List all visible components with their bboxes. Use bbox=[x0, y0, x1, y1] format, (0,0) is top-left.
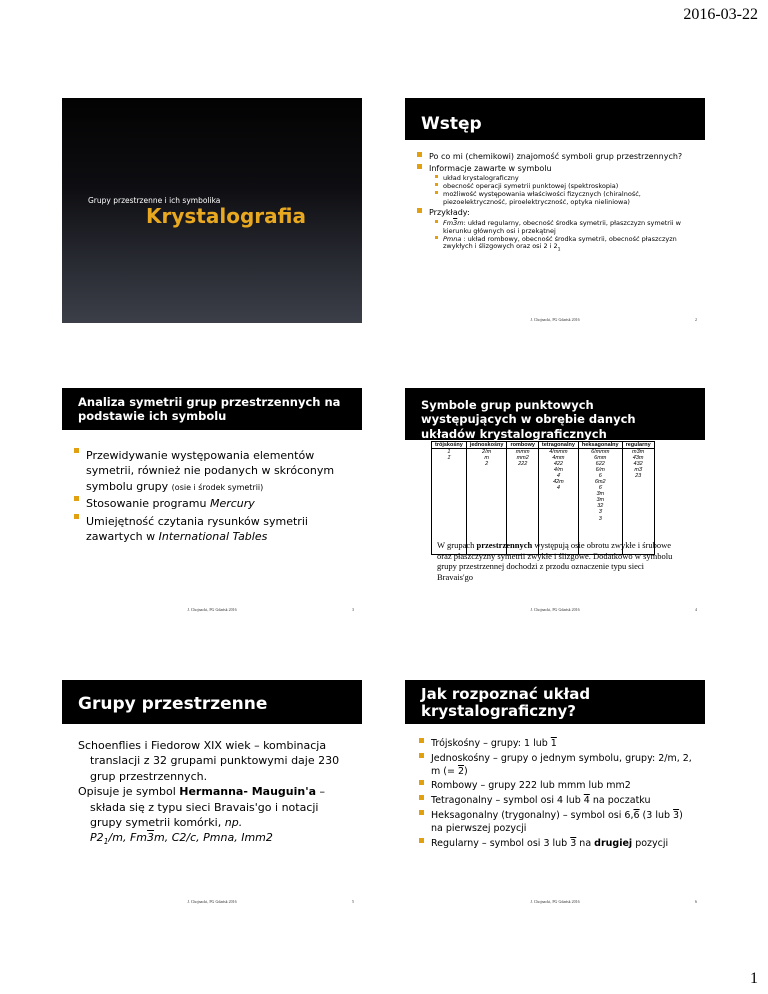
note-a: W grupach bbox=[437, 540, 477, 550]
point-group-symbol: 4̄ bbox=[556, 473, 560, 480]
slide-6-line-2 bbox=[419, 753, 697, 779]
slide-3-bullet-2 bbox=[74, 496, 348, 511]
ex2-text: : układ rombowy, obecność środka symetrii, obecność płaszczyzn zwykłych i ślizgowych oraz osi 2 i 2 bbox=[443, 234, 677, 251]
slide-2-bullet-2 bbox=[417, 164, 695, 207]
slide-2-title-text: Wstęp bbox=[421, 114, 482, 134]
footer-text: J. Chojnacki, PG Gdańsk 2016 bbox=[187, 899, 237, 904]
point-group-symbol: 4 bbox=[556, 485, 560, 492]
table-header: rombowy bbox=[507, 442, 538, 449]
note-b: przestrzennych bbox=[476, 540, 533, 550]
slide-6 bbox=[405, 680, 705, 905]
slide-6-body bbox=[419, 738, 697, 853]
point-group-symbol: 6̄m2 bbox=[594, 479, 606, 486]
slide-2-sub-2: obecność operacji symetrii punktowej (spektroskopia) bbox=[435, 183, 695, 191]
slide-6-line-6 bbox=[419, 838, 697, 851]
slide-3-bullet-2-em: Mercury bbox=[209, 497, 255, 511]
slide-4-note bbox=[437, 540, 677, 583]
slide-1-title: Krystalografia bbox=[146, 204, 306, 228]
table-cell bbox=[466, 449, 507, 555]
l5-c: ) na pierwszej pozycji bbox=[431, 810, 683, 834]
slide-number: 5 bbox=[352, 899, 354, 904]
l1-a: Trójskośny – grupy: 1 lub bbox=[431, 738, 551, 749]
slide-3-bullet-3 bbox=[74, 514, 348, 545]
slide-number: 6 bbox=[695, 899, 697, 904]
slide-2-example-2 bbox=[435, 236, 695, 254]
slide-3-bullet-1 bbox=[74, 448, 348, 494]
l1-bar: 1 bbox=[550, 738, 557, 749]
table-header: tetragonalny bbox=[538, 442, 578, 449]
slide-5-examples bbox=[78, 830, 348, 848]
ex2-sym: Pmna bbox=[443, 234, 462, 243]
l4-bar: 4 bbox=[583, 795, 590, 807]
slide-6-line-3: Rombowy – grupy 222 lub mmm lub mm2 bbox=[419, 780, 697, 793]
slide-6-line-1 bbox=[419, 738, 697, 751]
slide-5-para-2 bbox=[78, 784, 348, 830]
slide-3-title-text: Analiza symetrii grup przestrzennych na podstawie ich symbolu bbox=[78, 395, 341, 423]
slide-6-title-text: Jak rozpoznać układ krystalograficzny? bbox=[421, 685, 591, 721]
ex-a: P2 bbox=[90, 831, 104, 845]
slide-2-example-1 bbox=[435, 220, 695, 236]
slide-3-title bbox=[62, 388, 362, 430]
ex1-sym-bar: 3 bbox=[453, 218, 458, 227]
slide-3-bullet-1-small: (osie i środek symetrii) bbox=[171, 482, 264, 492]
point-group-symbol: mm2 bbox=[516, 455, 529, 462]
l6-bar: 3 bbox=[570, 837, 577, 849]
table-cell bbox=[507, 449, 538, 555]
ex1-text: : układ regularny, obecność środka symetrii, płaszczyzn symetrii w kierunku głównych osi i przekątnej bbox=[443, 218, 681, 235]
point-group-symbol: m3̄m bbox=[632, 449, 645, 455]
table-cell bbox=[622, 449, 654, 555]
point-group-symbol: 2 bbox=[485, 461, 489, 468]
table-header: jednoskośny bbox=[466, 442, 507, 449]
l6-bold: drugiej bbox=[594, 837, 633, 849]
point-group-symbol: 1̄ bbox=[447, 455, 451, 462]
point-group-symbol: 432 bbox=[633, 461, 643, 468]
l6-b: na bbox=[576, 837, 595, 849]
slide-3-bullet-2-text: Stosowanie programu bbox=[86, 497, 210, 511]
ex-b: /m, Fm bbox=[108, 831, 148, 845]
l2-bar: 2 bbox=[457, 765, 465, 777]
point-group-symbol: mmm bbox=[515, 449, 530, 455]
point-group-symbol: 222 bbox=[518, 461, 528, 468]
footer-text: J. Chojnacki, PG Gdańsk 2016 bbox=[187, 607, 237, 612]
footer-text: J. Chojnacki, PG Gdańsk 2016 bbox=[530, 607, 580, 612]
p2-c: – składa się z typu sieci Bravais'go i notacji grupy symetrii komórki, bbox=[90, 785, 326, 829]
l6-c: pozycji bbox=[632, 837, 669, 849]
slide-3-bullet-3-em: International Tables bbox=[158, 529, 268, 543]
point-group-symbol: 2/m bbox=[482, 449, 492, 455]
slide-3-bullet-3-text: Umiejętność czytania rysunków symetrii zawartych w bbox=[86, 514, 308, 543]
l4-a: Tetragonalny – symbol osi 4 lub bbox=[431, 795, 584, 807]
slide-number: 4 bbox=[695, 607, 697, 612]
slide-5-title bbox=[62, 680, 362, 724]
slide-4-title-text: Symbole grup punktowych występujących w obrębie danych układów krystalograficznych bbox=[421, 398, 636, 441]
table-cell bbox=[432, 449, 467, 555]
point-group-symbol: 4mm bbox=[552, 455, 565, 462]
slide-5 bbox=[62, 680, 362, 905]
point-group-symbol: 6 bbox=[598, 473, 602, 480]
footer-text: J. Chojnacki, PG Gdańsk 2016 bbox=[530, 899, 580, 904]
slide-4 bbox=[405, 388, 705, 613]
p2-d: np. bbox=[224, 815, 243, 829]
slide-3-bullet-1-text: Przewidywanie występowania elementów symetrii, również nie podanych w skróconym symbolu grupy bbox=[86, 449, 335, 493]
point-group-symbol: 4̄2m bbox=[553, 479, 564, 486]
slide-2-sub-1: układ krystalograficzny bbox=[435, 175, 695, 183]
ex1-sym-b: m bbox=[457, 218, 464, 227]
point-group-symbol: 3m bbox=[596, 497, 605, 504]
table-header: regularny bbox=[622, 442, 654, 449]
point-group-symbol: 6/mmm bbox=[591, 449, 610, 455]
slide-3-body bbox=[74, 448, 348, 546]
point-group-symbol: 3 bbox=[598, 515, 602, 522]
l5-bar2: 3 bbox=[673, 810, 680, 822]
point-group-symbol: 23 bbox=[635, 473, 642, 480]
l4-b: na poczatku bbox=[589, 795, 651, 807]
l2-end: ) bbox=[464, 765, 468, 777]
ex-bar: 3 bbox=[147, 831, 155, 845]
slide-number: 2 bbox=[695, 317, 697, 322]
slide-4-title bbox=[405, 388, 705, 440]
slide-3 bbox=[62, 388, 362, 613]
slide-number: 3 bbox=[352, 607, 354, 612]
point-group-symbol: 6mm bbox=[594, 455, 607, 462]
page-date: 2016-03-22 bbox=[683, 6, 758, 23]
p2-a: Opisuje je symbol bbox=[78, 785, 180, 799]
point-group-symbol: 6̄ bbox=[598, 485, 602, 492]
point-group-symbol: 32 bbox=[597, 503, 604, 510]
ex-sub: 1 bbox=[103, 837, 109, 847]
slide-2-bullet-1: Po co mi (chemikowi) znajomość symboli grup przestrzennych? bbox=[417, 152, 695, 162]
table-header: trójskośny bbox=[432, 442, 467, 449]
l5-a: Heksagonalny (trygonalny) – symbol osi 6, bbox=[431, 810, 634, 822]
slide-6-line-5 bbox=[419, 810, 697, 836]
l5-bar: 6 bbox=[633, 810, 640, 822]
p2-b: Hermanna- Mauguin'a bbox=[179, 785, 317, 799]
slide-1 bbox=[62, 98, 362, 323]
slide-2 bbox=[405, 98, 705, 323]
point-group-symbol: 3̄ bbox=[598, 509, 602, 516]
table-cell bbox=[538, 449, 578, 555]
slide-2-title bbox=[405, 98, 705, 140]
slide-6-line-4 bbox=[419, 795, 697, 808]
point-group-symbol: m bbox=[484, 455, 489, 462]
slide-5-title-text: Grupy przestrzenne bbox=[78, 694, 268, 714]
slide-1-subtitle: Grupy przestrzenne i ich symbolika bbox=[88, 196, 221, 205]
slide-6-title bbox=[405, 680, 705, 724]
slide-2-body bbox=[417, 152, 695, 255]
point-group-symbol: 1 bbox=[447, 449, 451, 455]
point-group-symbol: m3̄ bbox=[634, 467, 642, 474]
slide-5-para-1: Schoenflies i Fiedorow XIX wiek – kombinacja translacji z 32 grupami punktowymi daje 230 grup przestrzennych. bbox=[78, 739, 340, 783]
slide-2-bullet-2-text: Informacje zawarte w symbolu bbox=[429, 163, 552, 173]
l2: Jednoskośny – grupy o jednym symbolu, grupy: 2/m, 2, m (= bbox=[431, 752, 692, 777]
point-groups-table bbox=[431, 441, 655, 555]
point-group-symbol: 4/mmm bbox=[549, 449, 568, 455]
l6-a: Regularny – symbol osi 3 lub bbox=[431, 837, 571, 849]
point-group-symbol: 622 bbox=[595, 461, 605, 468]
slide-2-sub-3: możliwość występowania właściwości fizycznych (chiralność, piezoelektryczność, piroelektryczność, optyka nieliniowa) bbox=[435, 191, 695, 207]
table-cell bbox=[578, 449, 622, 555]
point-group-symbol: 4/m bbox=[553, 467, 563, 474]
point-group-symbol: 3̄m bbox=[596, 491, 605, 498]
ex1-sym-a: Fm bbox=[443, 218, 454, 227]
note-c: występują osie obrotu zwykłe i śrubowe oraz płaszczyzny symetrii zwykłe i ślizgowe. Dodatkowo w symbolu grupy przestrzennej dochodzi z przodu oznaczenie typu sieci Bravais'go bbox=[437, 540, 673, 582]
page-number: 1 bbox=[750, 970, 758, 987]
slide-2-bullet-3-text: Przykłady: bbox=[429, 208, 470, 218]
slide-2-bullet-3 bbox=[417, 208, 695, 253]
point-group-symbol: 4̄3m bbox=[632, 455, 644, 462]
ex2-sub: 1 bbox=[557, 247, 561, 253]
point-group-symbol: 422 bbox=[553, 461, 563, 468]
slide-5-body bbox=[78, 738, 348, 848]
table-header: heksagonalny bbox=[578, 442, 622, 449]
point-group-symbol: 6/m bbox=[595, 467, 605, 474]
l5-b: (3 lub bbox=[639, 810, 674, 822]
footer-text: J. Chojnacki, PG Gdańsk 2016 bbox=[530, 317, 580, 322]
ex-c: m, C2/c, Pmna, Imm2 bbox=[154, 831, 273, 845]
